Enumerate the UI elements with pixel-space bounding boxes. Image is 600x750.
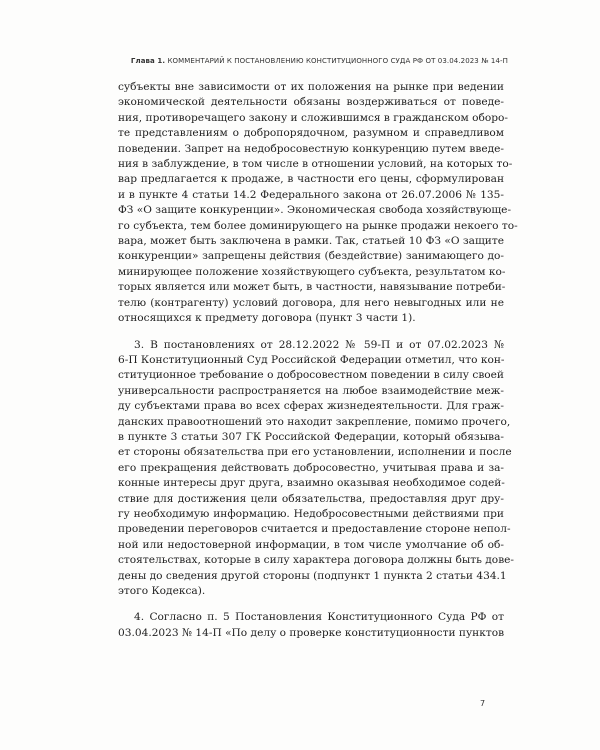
text-line: универсальности распространяется на любое взаимодействие меж- bbox=[118, 384, 504, 397]
text-line: ет стороны обязательства при его установлении, исполнении и после bbox=[118, 446, 512, 459]
paragraph-3 bbox=[118, 338, 515, 600]
text-line: торых является или может быть, в частности, навязывание потреби- bbox=[118, 281, 506, 294]
text-line: и в пункте 4 статьи 14.2 Федерального закона от 26.07.2006 № 135- bbox=[118, 188, 504, 201]
running-header bbox=[131, 57, 508, 65]
paragraph-gap bbox=[118, 327, 504, 338]
text-line: 4. Согласно п. 5 Постановления Конституционного Суда РФ от bbox=[134, 611, 504, 624]
text-line: ния в заблуждение, в том числе в отношении условий, на которых то- bbox=[118, 158, 513, 171]
text-line: стоятельствах, которые в силу характера договора должны быть дове- bbox=[118, 554, 515, 567]
chapter-label: Глава 1. bbox=[130, 57, 166, 65]
text-line: субъекты вне зависимости от их положения на рынке при ведении bbox=[118, 81, 504, 93]
text-line: го субъекта, тем более доминирующего на рынке продажи некоего то- bbox=[118, 219, 518, 232]
text-line: вара, может быть заключена в рамки. Так, статьей 10 ФЗ «О защите bbox=[118, 235, 504, 248]
text-line: 6-П Конституционный Суд Российской Федерации отметил, что кон- bbox=[118, 353, 505, 366]
text-line: гу необходимую информацию. Недобросовестными действиями при bbox=[118, 507, 504, 520]
body-text bbox=[118, 80, 518, 641]
text-line: ституционное требование о добросовестном поведении в силу своей bbox=[118, 369, 504, 382]
paragraph-gap bbox=[118, 599, 504, 610]
text-line: ной или недостоверной информации, в том числе умолчание об об- bbox=[118, 538, 504, 551]
text-line: экономической деятельности обязаны воздерживаться от поведе- bbox=[118, 96, 504, 109]
text-line: его прекращения действовать добросовестно, учитывая права и за- bbox=[118, 461, 504, 474]
text-line: дены до сведения другой стороны (подпункт 1 пункта 2 статьи 434.1 bbox=[118, 569, 507, 582]
text-line: поведении. Запрет на недобросовестную конкуренцию путем введе- bbox=[118, 142, 504, 155]
text-line: телю (контрагенту) условий договора, для него невыгодных или не bbox=[118, 296, 504, 309]
text-line: конкуренции» запрещены действия (бездействие) занимающего до- bbox=[118, 250, 504, 263]
text-line: проведении переговоров считается и предоставление стороне непол- bbox=[118, 523, 511, 536]
text-line: 3. В постановлениях от 28.12.2022 № 59-П и от 07.02.2023 № bbox=[134, 338, 504, 351]
chapter-title: КОММЕНТАРИЙ К ПОСТАНОВЛЕНИЮ КОНСТИТУЦИОННОГО СУДА РФ ОТ 03.04.2023 № 14-П bbox=[167, 57, 508, 65]
text-line: ствие для достижения цели обязательства, предоставляя друг дру- bbox=[118, 492, 504, 505]
paragraph-continuation bbox=[118, 80, 518, 327]
text-line: ду субъектами права во всех сферах жизнедеятельности. Для граж- bbox=[118, 400, 504, 413]
text-line: вар предлагается к продаже, в частности его цены, сформулирован bbox=[118, 173, 504, 186]
text-line: минирующее положение хозяйствующего субъекта, результатом ко- bbox=[118, 265, 506, 278]
text-line: в пункте 3 статьи 307 ГК Российской Федерации, который обязыва- bbox=[118, 430, 504, 443]
text-line: относящихся к предмету договора (пункт 3 части 1). bbox=[118, 312, 416, 325]
text-line: ФЗ «О защите конкуренции». Экономическая свобода хозяйствующе- bbox=[118, 204, 512, 217]
text-line: те представлениям о добропорядочном, разумном и справедливом bbox=[118, 127, 504, 140]
page-number: 7 bbox=[480, 699, 486, 708]
text-line: ния, противоречащего закону и сложившимся в гражданском оборо- bbox=[118, 111, 508, 124]
text-line: данских правоотношений это находит закрепление, помимо прочего, bbox=[118, 415, 511, 428]
paragraph-4 bbox=[118, 610, 504, 641]
text-line: 03.04.2023 № 14-П «По делу о проверке конституционности пунктов bbox=[118, 626, 505, 639]
text-line: этого Кодекса). bbox=[118, 585, 206, 597]
text-line: конные интересы друг друга, взаимно оказывая необходимое содей- bbox=[118, 477, 505, 490]
